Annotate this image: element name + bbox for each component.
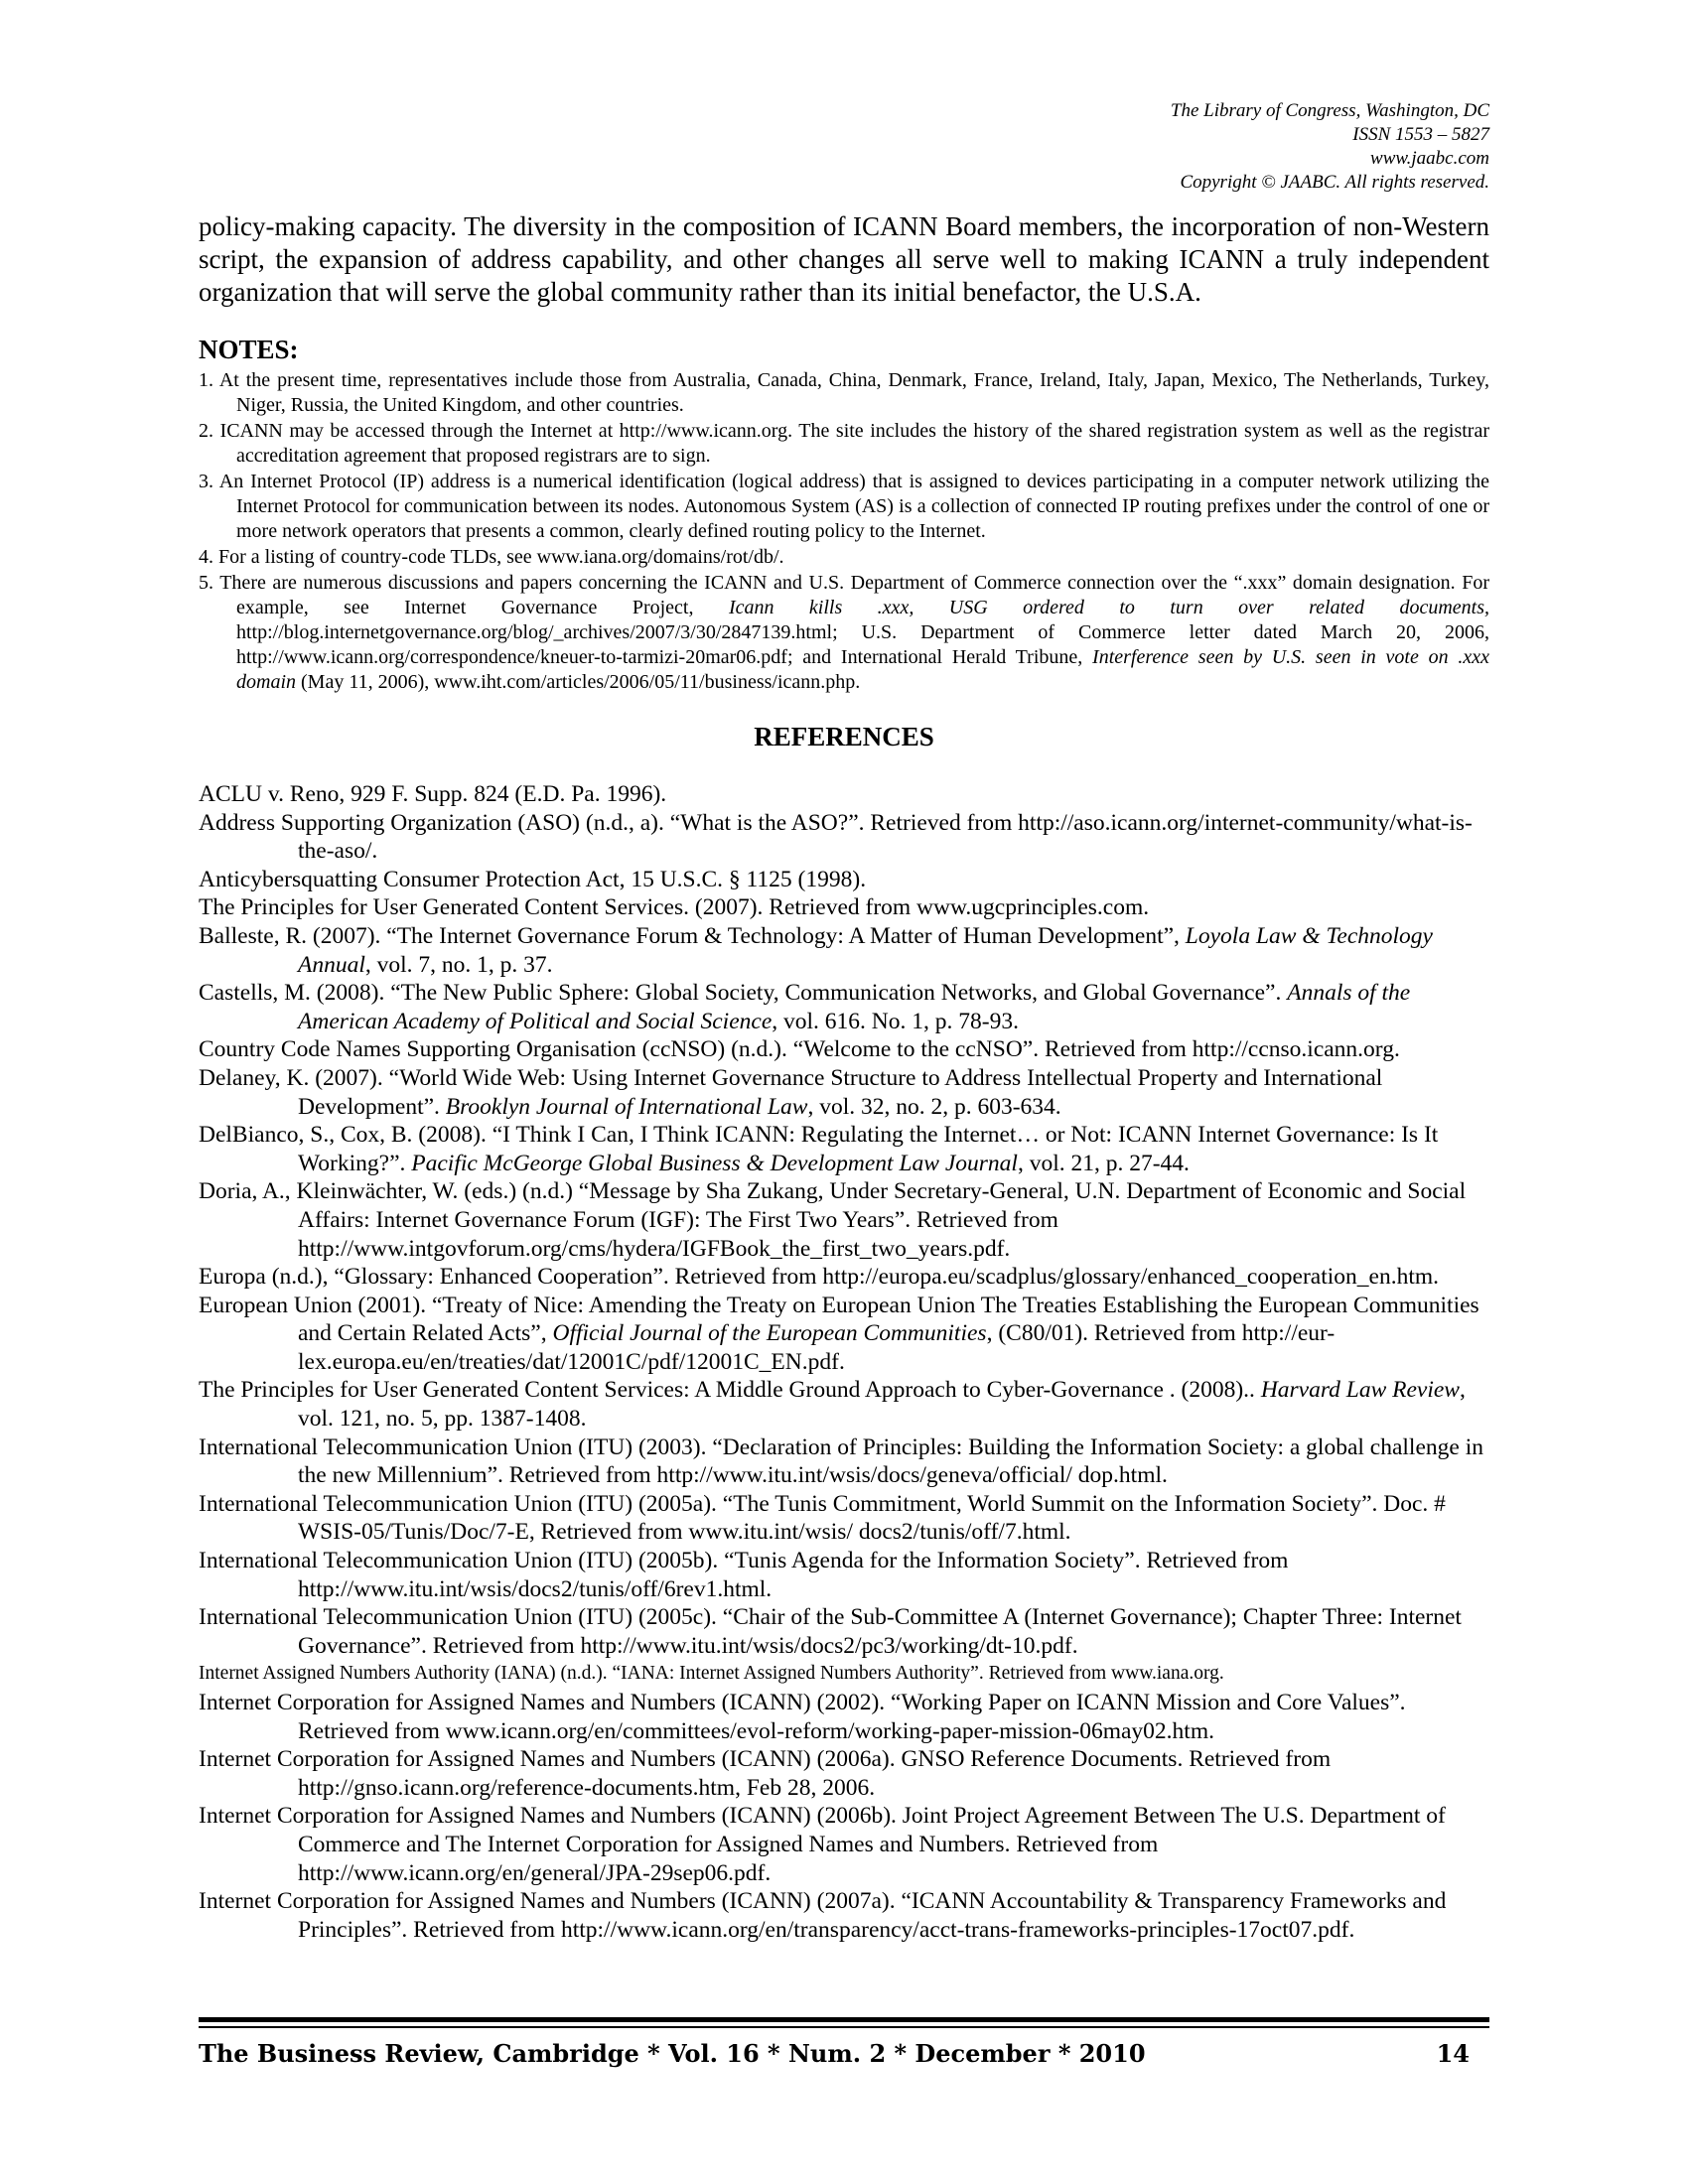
header-library-line: The Library of Congress, Washington, DC	[1170, 100, 1489, 121]
reference-italic-title: Pacific McGeorge Global Business & Development Law Journal	[411, 1150, 1018, 1176]
reference-entry	[199, 1689, 1489, 1745]
references-list	[199, 780, 1489, 1944]
reference-text: , (C80/01). Retrieved from http://eur-lex.europa.eu/en/treaties/dat/12001C/pdf/12001C_EN.pdf.	[298, 1320, 1336, 1375]
reference-text: Internet Assigned Numbers Authority (IANA) (n.d.). “IANA: Internet Assigned Numbers Authority”. Retrieved from www.iana.org.	[199, 1663, 1224, 1685]
reference-text: International Telecommunication Union (ITU) (2005a). “The Tunis Commitment, World Summit on the Information Society”. Doc. # WSIS-05/Tunis/Doc/7-E, Retrieved from www.itu.int/wsis/ docs2/tunis/off/7.html.	[199, 1490, 1446, 1546]
note-text: http://blog.internetgovernance.org/blog/_archives/2007/3/30/2847139.html; U.S. Department of Commerce letter dated March 20, 2006, http://www.icann.org/correspondence/kneuer-to-tarmizi-20mar06.pdf; and International Herald Tribune,	[236, 621, 1489, 668]
reference-entry	[199, 979, 1489, 1035]
reference-entry	[199, 1490, 1489, 1547]
note-text: ICANN may be accessed through the Internet at http://www.icann.org. The site includes the history of the shared registration system as well as the registrar accreditation agreement that proposed registrars are to sign.	[219, 420, 1490, 467]
reference-text: , vol. 616. No. 1, p. 78-93.	[772, 1008, 1019, 1034]
journal-header	[1171, 99, 1489, 195]
reference-entry	[199, 893, 1489, 922]
reference-entry	[199, 1603, 1489, 1660]
note-number: 1.	[199, 369, 213, 391]
reference-text: Internet Corporation for Assigned Names and Numbers (ICANN) (2007a). “ICANN Accountability & Transparency Frameworks and Principles”. Retrieved from http://www.icann.org/en/transparency/acct-trans-frameworks-principles-17oct07.pdf.	[199, 1888, 1447, 1943]
page-footer	[199, 2039, 1489, 2073]
header-website-line: www.jaabc.com	[1370, 148, 1489, 169]
note-number: 4.	[199, 546, 213, 568]
reference-entry	[199, 1802, 1489, 1887]
reference-text: International Telecommunication Union (ITU) (2003). “Declaration of Principles: Building the Information Society: a global challenge in the new Millennium”. Retrieved from http://www.itu.int/wsis/docs/geneva/official/ dop.html.	[199, 1433, 1483, 1489]
footer-rule-thin	[199, 2026, 1489, 2028]
reference-entry	[199, 1433, 1489, 1490]
reference-entry	[199, 1547, 1489, 1603]
note-italic-title: Icann kills .xxx, USG ordered to turn over related documents,	[728, 597, 1489, 618]
reference-entry	[199, 1177, 1489, 1263]
reference-italic-title: Loyola Law & Technology Annual	[298, 922, 1433, 978]
reference-text: ACLU v. Reno, 929 F. Supp. 824 (E.D. Pa. 1996).	[199, 781, 667, 807]
reference-text: , vol. 121, no. 5, pp. 1387-1408.	[298, 1377, 1466, 1433]
reference-entry	[199, 1660, 1489, 1689]
page-number: 14	[1436, 2039, 1470, 2068]
note-number: 2.	[199, 420, 213, 442]
reference-text: Doria, A., Kleinwächter, W. (eds.) (n.d.) “Message by Sha Zukang, Under Secretary-General, U.N. Department of Economic and Social Affairs: Internet Governance Forum (IGF): The First Two Years”. Retrieved from http://www.intgovforum.org/cms/hydera/IGFBook_the_first_two_years.pdf.	[199, 1178, 1467, 1262]
reference-text: Balleste, R. (2007). “The Internet Governance Forum & Technology: A Matter of Human Development”,	[199, 922, 1186, 949]
reference-entry	[199, 780, 1489, 809]
reference-entry	[199, 809, 1489, 866]
reference-text: The Principles for User Generated Content Services: A Middle Ground Approach to Cyber-Governance . (2008)..	[199, 1377, 1261, 1404]
reference-text: Internet Corporation for Assigned Names and Numbers (ICANN) (2002). “Working Paper on ICANN Mission and Core Values”. Retrieved from www.icann.org/en/committees/evol-reform/working-paper-mission-06may02.htm.	[199, 1690, 1406, 1744]
reference-entry	[199, 866, 1489, 894]
reference-entry	[199, 1064, 1489, 1121]
reference-text: Internet Corporation for Assigned Names and Numbers (ICANN) (2006a). GNSO Reference Documents. Retrieved from http://gnso.icann.org/reference-documents.htm, Feb 28, 2006.	[199, 1746, 1332, 1801]
references-heading: REFERENCES	[754, 722, 934, 751]
reference-text: Address Supporting Organization (ASO) (n.d., a). “What is the ASO?”. Retrieved from http://aso.icann.org/internet-community/what-is-the-aso/.	[199, 809, 1473, 865]
reference-entry	[199, 922, 1489, 979]
note-text: (May 11, 2006), www.iht.com/articles/2006/05/11/business/icann.php.	[296, 671, 861, 693]
reference-entry	[199, 1035, 1489, 1064]
reference-text: , vol. 7, no. 1, p. 37.	[364, 951, 553, 978]
header-copyright-line: Copyright © JAABC. All rights reserved.	[1180, 172, 1489, 193]
note-text: At the present time, representatives include those from Australia, Canada, China, Denmark, France, Ireland, Italy, Japan, Mexico, The Netherlands, Turkey, Niger, Russia, the United Kingdom, and other countries.	[218, 369, 1489, 416]
note-item	[199, 545, 1489, 570]
note-number: 5.	[199, 572, 213, 594]
footer-rule-thick	[199, 2017, 1489, 2022]
reference-italic-title: Brooklyn Journal of International Law	[445, 1093, 808, 1120]
intro-paragraph: policy-making capacity. The diversity in the composition of ICANN Board members, the incorporation of non-Western script, the expansion of address capability, and other changes all serve well to making ICANN a truly independent organization that will serve the global community rather than its initial benefactor, the U.S.A.	[199, 211, 1489, 307]
reference-text: European Union (2001). “Treaty of Nice: Amending the Treaty on European Union The Treaties Establishing the European Communities and Certain Related Acts”,	[199, 1292, 1479, 1347]
reference-text: Internet Corporation for Assigned Names and Numbers (ICANN) (2006b). Joint Project Agreement Between The U.S. Department of Commerce and The Internet Corporation for Assigned Names and Numbers. Retrieved from http://www.icann.org/en/general/JPA-29sep06.pdf.	[199, 1803, 1446, 1886]
reference-entry	[199, 1292, 1489, 1377]
page-content	[199, 210, 1489, 1944]
reference-text: Delaney, K. (2007). “World Wide Web: Using Internet Governance Structure to Address Intellectual Property and International Development”.	[199, 1064, 1383, 1120]
reference-italic-title: Harvard Law Review	[1260, 1377, 1460, 1404]
reference-text: Europa (n.d.), “Glossary: Enhanced Cooperation”. Retrieved from http://europa.eu/scadplus/glossary/enhanced_cooperation_en.htm.	[199, 1264, 1440, 1291]
reference-entry	[199, 1745, 1489, 1802]
reference-text: Castells, M. (2008). “The New Public Sphere: Global Society, Communication Networks, and Global Governance”.	[199, 980, 1288, 1007]
reference-text: Anticybersquatting Consumer Protection Act, 15 U.S.C. § 1125 (1998).	[199, 866, 867, 892]
note-number: 3.	[199, 471, 213, 492]
note-italic-title: Interference seen by U.S. seen in vote on .xxx domain	[236, 646, 1489, 693]
reference-text: International Telecommunication Union (ITU) (2005b). “Tunis Agenda for the Information Society”. Retrieved from http://www.itu.int/wsis/docs2/tunis/off/6rev1.html.	[199, 1548, 1289, 1602]
reference-text: Country Code Names Supporting Organisation (ccNSO) (n.d.). “Welcome to the ccNSO”. Retrieved from http://ccnso.icann.org.	[199, 1036, 1400, 1063]
reference-text: DelBianco, S., Cox, B. (2008). “I Think I Can, I Think ICANN: Regulating the Internet… or Not: ICANN Internet Governance: Is It Working?”.	[199, 1122, 1439, 1176]
reference-italic-title: Official Journal of the European Communities	[552, 1320, 987, 1347]
reference-text: International Telecommunication Union (ITU) (2005c). “Chair of the Sub-Committee A (Internet Governance); Chapter Three: Internet Governance”. Retrieved from http://www.itu.int/wsis/docs2/pc3/working/dt-10.pdf.	[199, 1604, 1462, 1659]
reference-italic-title: Annals of the American Academy of Political and Social Science	[298, 980, 1411, 1034]
note-item	[199, 571, 1489, 695]
reference-text: , vol. 21, p. 27-44.	[1017, 1150, 1190, 1176]
reference-entry	[199, 1887, 1489, 1944]
reference-text: The Principles for User Generated Content Services. (2007). Retrieved from www.ugcprinciples.com.	[199, 894, 1150, 921]
note-item	[199, 419, 1489, 469]
note-text: An Internet Protocol (IP) address is a numerical identification (logical address) that is assigned to devices participating in a computer network utilizing the Internet Protocol for communication between its nodes. Autonomous System (AS) is a collection of connected IP routing prefixes under the control of one or more network operators that presents a common, clearly defined routing policy to the Internet.	[218, 471, 1489, 542]
reference-text: , vol. 32, no. 2, p. 603-634.	[807, 1093, 1061, 1120]
note-text: There are numerous discussions and papers concerning the ICANN and U.S. Department of Commerce connection over the “.xxx” domain designation. For example, see Internet Governance Project,	[219, 572, 1490, 618]
note-text: For a listing of country-code TLDs, see www.iana.org/domains/rot/db/.	[218, 546, 784, 568]
reference-entry	[199, 1263, 1489, 1292]
notes-list	[199, 368, 1489, 695]
note-item	[199, 368, 1489, 418]
header-issn-line: ISSN 1553 – 5827	[1352, 124, 1489, 145]
footer-journal-info: The Business Review, Cambridge * Vol. 16 * Num. 2 * December * 2010	[199, 2039, 1146, 2068]
notes-heading: NOTES:	[199, 335, 299, 364]
reference-entry	[199, 1121, 1489, 1177]
note-item	[199, 470, 1489, 544]
reference-entry	[199, 1376, 1489, 1433]
